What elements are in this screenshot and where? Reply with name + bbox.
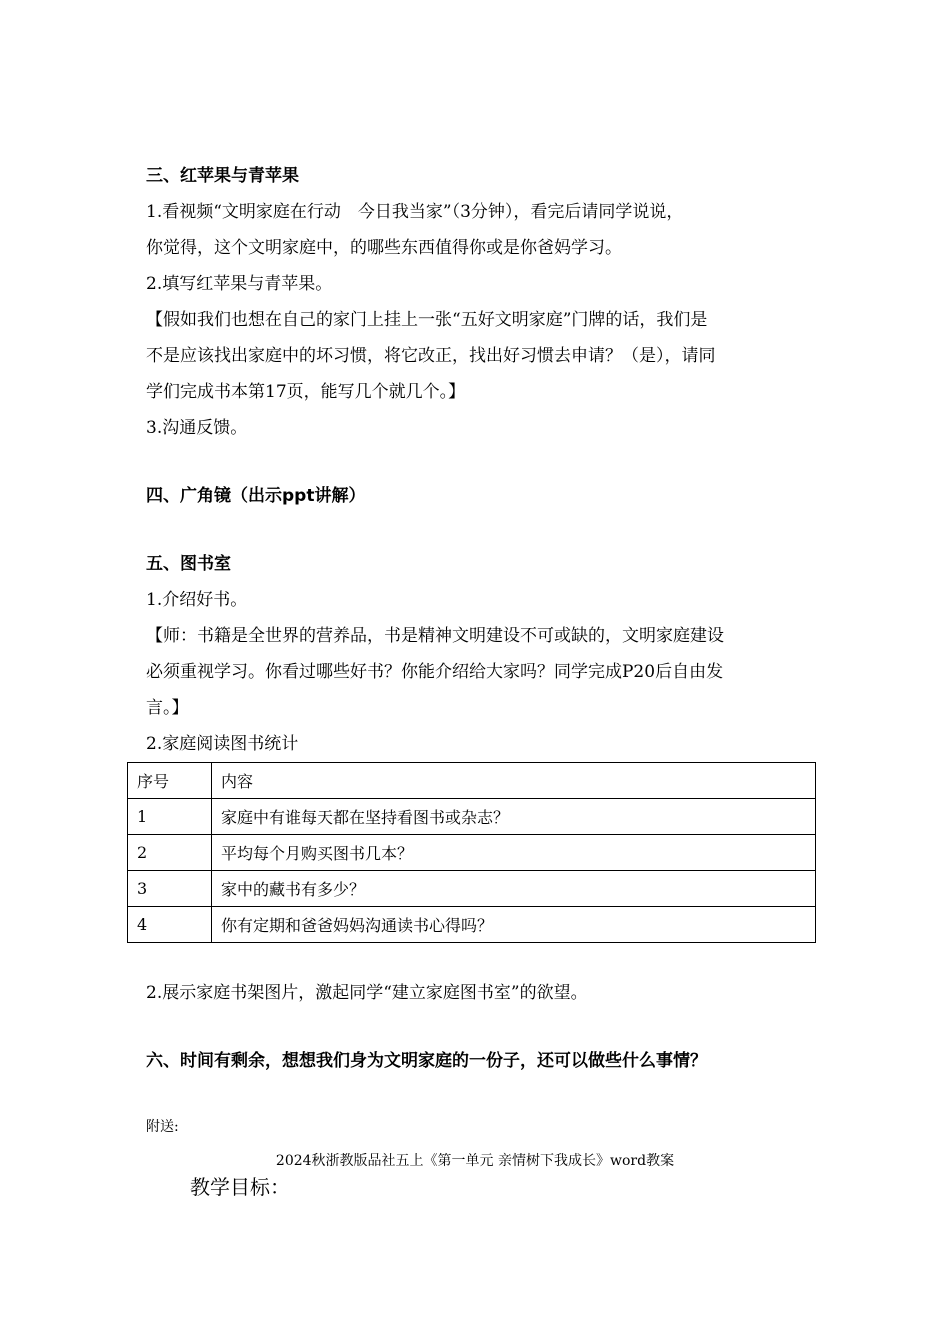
spacer xyxy=(146,514,816,546)
section-5-item-1: 1.介绍好书。 xyxy=(146,590,248,610)
section-3-note-line-1: 【假如我们也想在自己的家门上挂上一张“五好文明家庭”门牌的话，我们是 xyxy=(146,310,708,330)
reading-statistics-table xyxy=(127,762,816,943)
spacer xyxy=(146,1011,816,1043)
appendix-subheading: 教学目标： xyxy=(190,1175,290,1199)
appendix-title: 2024秋浙教版品社五上《第一单元 亲情树下我成长》word教案 xyxy=(275,1153,675,1169)
table-cell-number: 4 xyxy=(128,907,212,943)
table-cell-number: 1 xyxy=(128,799,212,835)
section-4-heading: 四、广角镜（出示ppt讲解） xyxy=(146,486,366,506)
section-5-note-line-2: 必须重视学习。你看过哪些好书？你能介绍给大家吗？同学完成P20后自由发 xyxy=(146,662,724,682)
section-3-note-line-3: 学们完成书本第17页，能写几个就几个。】 xyxy=(146,382,466,402)
section-3-item-3: 3.沟通反馈。 xyxy=(146,418,248,438)
table-cell-number: 3 xyxy=(128,871,212,907)
section-6-heading: 六、时间有剩余，想想我们身为文明家庭的一份子，还可以做些什么事情？ xyxy=(146,1051,707,1071)
table-row xyxy=(128,907,816,943)
section-3-item-1-line-2: 你觉得，这个文明家庭中，的哪些东西值得你或是你爸妈学习。 xyxy=(146,238,622,258)
section-3-item-1-line-1: 1.看视频“文明家庭在行动 今日我当家”（3分钟），看完后请同学说说， xyxy=(146,202,684,222)
section-5-item-3: 2.展示家庭书架图片，激起同学“建立家庭图书室”的欲望。 xyxy=(146,983,588,1003)
table-cell-content: 你有定期和爸爸妈妈沟通读书心得吗？ xyxy=(212,907,816,943)
appendix-label: 附送: xyxy=(146,1119,179,1135)
section-3-item-2: 2.填写红苹果与青苹果。 xyxy=(146,274,333,294)
table-header-row xyxy=(128,763,816,799)
table-cell-content: 家庭中有谁每天都在坚持看图书或杂志？ xyxy=(212,799,816,835)
section-5-note-line-1: 【师：书籍是全世界的营养品，书是精神文明建设不可或缺的，文明家庭建设 xyxy=(146,626,724,646)
table-row xyxy=(128,835,816,871)
spacer xyxy=(146,446,816,478)
table-row xyxy=(128,871,816,907)
section-5-heading: 五、图书室 xyxy=(146,554,231,574)
table-cell-content: 平均每个月购买图书几本？ xyxy=(212,835,816,871)
document-body xyxy=(137,158,816,1079)
section-3-heading: 三、红苹果与青苹果 xyxy=(146,166,299,186)
section-3-note-line-2: 不是应该找出家庭中的坏习惯，将它改正，找出好习惯去申请？（是），请同 xyxy=(146,346,716,366)
section-5-item-2: 2.家庭阅读图书统计 xyxy=(146,734,299,754)
section-5-note-line-3: 言。】 xyxy=(146,698,189,718)
table-row xyxy=(128,799,816,835)
table-cell-content: 家中的藏书有多少？ xyxy=(212,871,816,907)
table-cell-number: 2 xyxy=(128,835,212,871)
table-header-number: 序号 xyxy=(128,763,212,799)
table-header-content: 内容 xyxy=(212,763,816,799)
